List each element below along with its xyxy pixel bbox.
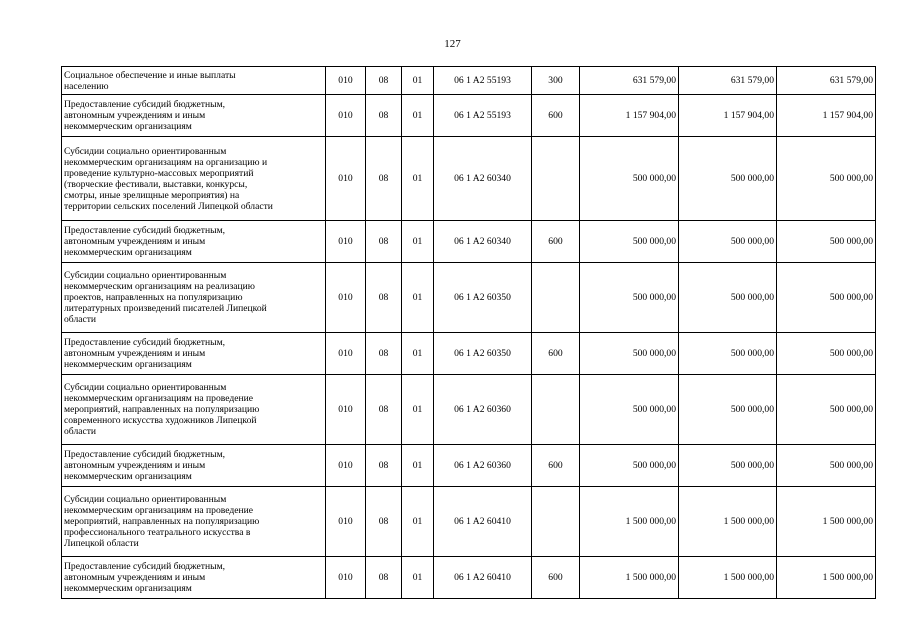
amount-year-1: 1 500 000,00: [580, 557, 679, 599]
section-code: 08: [366, 95, 402, 137]
table-row: [62, 67, 876, 95]
amount-year-2: 1 500 000,00: [679, 557, 777, 599]
amount-year-3: 500 000,00: [777, 263, 876, 333]
amount-year-3: 1 500 000,00: [777, 557, 876, 599]
section-code: 08: [366, 487, 402, 557]
admin-code: 010: [326, 67, 366, 95]
budget-item-name: Субсидии социально ориентированным некоммерческим организациям на проведение мероприятий, направленных на популяризацию современного искусства художников Липецкой области: [62, 375, 326, 445]
section-code: 08: [366, 221, 402, 263]
subsection-code: 01: [402, 445, 434, 487]
table-row: [62, 375, 876, 445]
expense-type-code: 600: [532, 221, 580, 263]
amount-year-1: 1 157 904,00: [580, 95, 679, 137]
amount-year-2: 500 000,00: [679, 375, 777, 445]
budget-item-name: Субсидии социально ориентированным некоммерческим организациям на организацию и проведение культурно-массовых мероприятий (творческие фестивали, выставки, конкурсы, смотры, иные зрелищные мероприятия) на территории сельских поселений Липецкой области: [62, 137, 326, 221]
section-code: 08: [366, 557, 402, 599]
target-article-code: 06 1 A2 60350: [434, 263, 532, 333]
target-article-code: 06 1 A2 60350: [434, 333, 532, 375]
target-article-code: 06 1 A2 60340: [434, 221, 532, 263]
subsection-code: 01: [402, 375, 434, 445]
table-body: [62, 67, 876, 599]
expense-type-code: 600: [532, 333, 580, 375]
subsection-code: 01: [402, 137, 434, 221]
expense-type-code: [532, 487, 580, 557]
admin-code: 010: [326, 557, 366, 599]
section-code: 08: [366, 375, 402, 445]
section-code: 08: [366, 137, 402, 221]
target-article-code: 06 1 A2 60410: [434, 487, 532, 557]
amount-year-2: 1 157 904,00: [679, 95, 777, 137]
expense-type-code: 600: [532, 95, 580, 137]
expense-type-code: [532, 375, 580, 445]
page-number: 127: [444, 38, 461, 50]
amount-year-2: 1 500 000,00: [679, 487, 777, 557]
table-row: [62, 221, 876, 263]
amount-year-1: 1 500 000,00: [580, 487, 679, 557]
budget-item-name: Субсидии социально ориентированным некоммерческим организациям на проведение мероприятий, направленных на популяризацию профессионального театрального искусства в Липецкой области: [62, 487, 326, 557]
expense-type-code: [532, 263, 580, 333]
amount-year-1: 500 000,00: [580, 445, 679, 487]
section-code: 08: [366, 445, 402, 487]
expense-type-code: 600: [532, 445, 580, 487]
amount-year-2: 631 579,00: [679, 67, 777, 95]
target-article-code: 06 1 A2 55193: [434, 67, 532, 95]
admin-code: 010: [326, 137, 366, 221]
expense-type-code: 600: [532, 557, 580, 599]
subsection-code: 01: [402, 67, 434, 95]
subsection-code: 01: [402, 221, 434, 263]
admin-code: 010: [326, 445, 366, 487]
admin-code: 010: [326, 221, 366, 263]
target-article-code: 06 1 A2 60410: [434, 557, 532, 599]
amount-year-1: 500 000,00: [580, 333, 679, 375]
subsection-code: 01: [402, 95, 434, 137]
subsection-code: 01: [402, 487, 434, 557]
admin-code: 010: [326, 263, 366, 333]
amount-year-3: 500 000,00: [777, 445, 876, 487]
budget-item-name: Социальное обеспечение и иные выплаты населению: [62, 67, 326, 95]
expense-type-code: [532, 137, 580, 221]
table-row: [62, 445, 876, 487]
amount-year-2: 500 000,00: [679, 221, 777, 263]
table-row: [62, 137, 876, 221]
amount-year-3: 631 579,00: [777, 67, 876, 95]
admin-code: 010: [326, 95, 366, 137]
amount-year-1: 631 579,00: [580, 67, 679, 95]
budget-item-name: Предоставление субсидий бюджетным, автономным учреждениям и иным некоммерческим организациям: [62, 333, 326, 375]
admin-code: 010: [326, 487, 366, 557]
amount-year-3: 500 000,00: [777, 375, 876, 445]
table-row: [62, 263, 876, 333]
target-article-code: 06 1 A2 55193: [434, 95, 532, 137]
section-code: 08: [366, 333, 402, 375]
target-article-code: 06 1 A2 60360: [434, 375, 532, 445]
amount-year-1: 500 000,00: [580, 263, 679, 333]
budget-item-name: Предоставление субсидий бюджетным, автономным учреждениям и иным некоммерческим организациям: [62, 557, 326, 599]
subsection-code: 01: [402, 557, 434, 599]
amount-year-2: 500 000,00: [679, 263, 777, 333]
amount-year-2: 500 000,00: [679, 333, 777, 375]
amount-year-1: 500 000,00: [580, 221, 679, 263]
target-article-code: 06 1 A2 60360: [434, 445, 532, 487]
admin-code: 010: [326, 375, 366, 445]
amount-year-3: 500 000,00: [777, 333, 876, 375]
section-code: 08: [366, 263, 402, 333]
table-row: [62, 487, 876, 557]
table-row: [62, 557, 876, 599]
amount-year-3: 500 000,00: [777, 221, 876, 263]
subsection-code: 01: [402, 263, 434, 333]
budget-item-name: Предоставление субсидий бюджетным, автономным учреждениям и иным некоммерческим организациям: [62, 95, 326, 137]
admin-code: 010: [326, 333, 366, 375]
amount-year-3: 500 000,00: [777, 137, 876, 221]
amount-year-1: 500 000,00: [580, 137, 679, 221]
amount-year-3: 1 157 904,00: [777, 95, 876, 137]
subsection-code: 01: [402, 333, 434, 375]
budget-table: [61, 66, 876, 599]
expense-type-code: 300: [532, 67, 580, 95]
amount-year-1: 500 000,00: [580, 375, 679, 445]
budget-item-name: Субсидии социально ориентированным некоммерческим организациям на реализацию проектов, направленных на популяризацию литературных произведений писателей Липецкой области: [62, 263, 326, 333]
table-row: [62, 95, 876, 137]
section-code: 08: [366, 67, 402, 95]
amount-year-2: 500 000,00: [679, 137, 777, 221]
budget-item-name: Предоставление субсидий бюджетным, автономным учреждениям и иным некоммерческим организациям: [62, 221, 326, 263]
target-article-code: 06 1 A2 60340: [434, 137, 532, 221]
table-row: [62, 333, 876, 375]
budget-item-name: Предоставление субсидий бюджетным, автономным учреждениям и иным некоммерческим организациям: [62, 445, 326, 487]
amount-year-3: 1 500 000,00: [777, 487, 876, 557]
amount-year-2: 500 000,00: [679, 445, 777, 487]
